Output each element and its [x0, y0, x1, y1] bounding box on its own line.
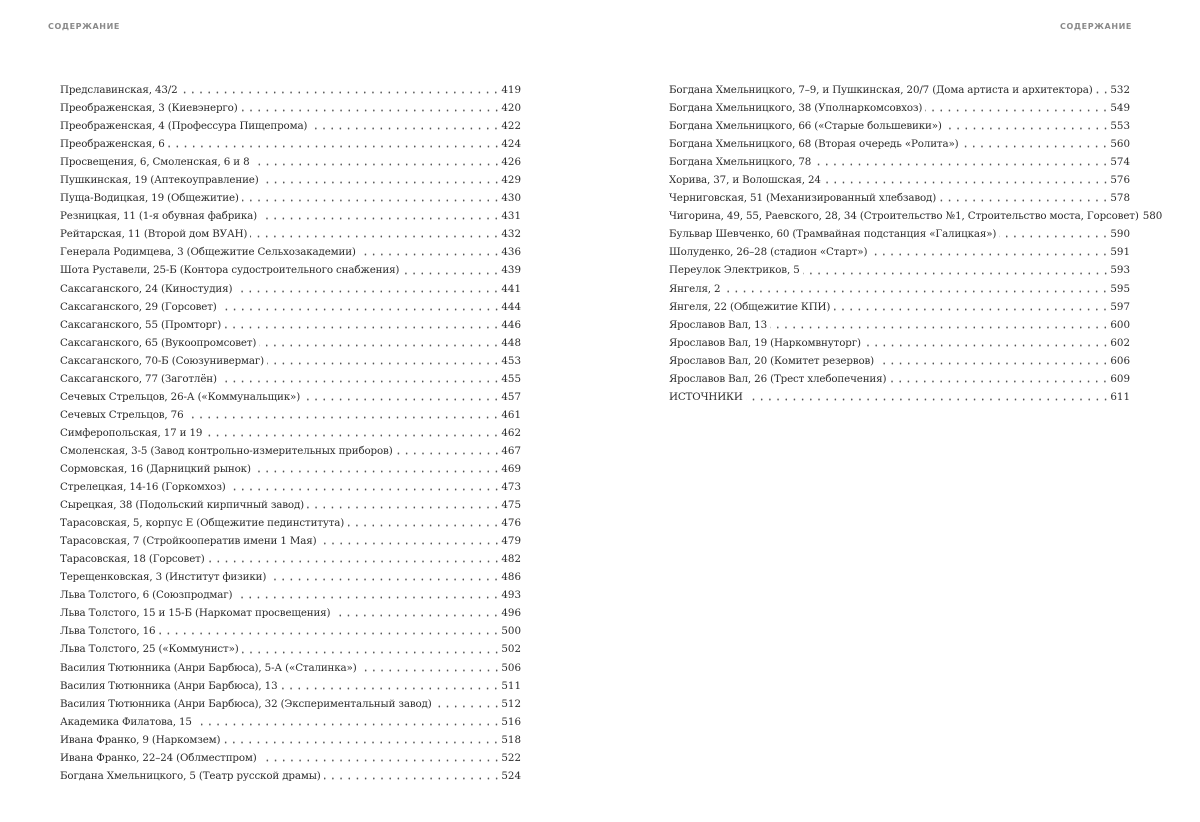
dot-leader — [235, 589, 500, 599]
toc-entry[interactable] — [60, 153, 521, 171]
toc-entry[interactable] — [669, 135, 1130, 153]
toc-entry-page-number: 475 — [501, 499, 521, 512]
toc-entry[interactable] — [60, 243, 521, 261]
toc-entry-title: Преображенская, 6 — [60, 138, 165, 151]
toc-entry-page-number: 461 — [501, 408, 521, 421]
dot-leader — [310, 120, 500, 130]
toc-entry[interactable] — [60, 659, 521, 677]
dot-leader — [242, 644, 501, 654]
toc-entry-title: Чигорина, 49, 55, Раевского, 28, 34 (Строительство №1, Строительство моста, Горсовет) — [669, 210, 1139, 223]
dot-leader — [347, 517, 500, 527]
toc-entry[interactable] — [60, 117, 521, 135]
dot-leader — [267, 355, 500, 365]
dot-leader — [939, 192, 1109, 202]
toc-entry-page-number: 591 — [1110, 246, 1130, 259]
toc-left-page — [60, 81, 521, 785]
dot-leader — [333, 607, 500, 617]
toc-entry-page-number: 595 — [1110, 282, 1130, 295]
toc-entry[interactable] — [60, 442, 521, 460]
toc-entry-title: Богдана Хмельницкого, 5 (Театр русской драмы) — [60, 769, 321, 782]
toc-entry-title: Пушкинская, 19 (Аптекоуправление) — [60, 174, 259, 187]
toc-entry-title: Саксаганского, 55 (Промторг) — [60, 318, 222, 331]
toc-entry-title: ИСТОЧНИКИ — [669, 390, 743, 403]
toc-entry-page-number: 486 — [501, 571, 521, 584]
toc-entry[interactable] — [60, 189, 521, 207]
toc-entry[interactable] — [60, 496, 521, 514]
toc-entry[interactable] — [669, 261, 1130, 279]
dot-leader — [223, 734, 500, 744]
toc-entry-page-number: 606 — [1110, 354, 1130, 367]
toc-entry-title: Тарасовская, 18 (Горсовет) — [60, 553, 205, 566]
toc-entry-title: Сечевых Стрельцов, 26-А («Коммунальщик») — [60, 390, 301, 403]
toc-entry-title: Ярославов Вал, 20 (Комитет резервов) — [669, 354, 875, 367]
toc-entry[interactable] — [60, 532, 521, 550]
toc-entry-title: Саксаганского, 65 (Вукоопромсовет) — [60, 336, 257, 349]
dot-leader — [833, 301, 1109, 311]
toc-entry-title: Василия Тютюнника (Анри Барбюса), 13 — [60, 679, 278, 692]
toc-entry-page-number: 516 — [501, 715, 521, 728]
toc-entry[interactable] — [669, 316, 1130, 334]
dot-leader — [320, 535, 501, 545]
toc-entry-title: Пуща-Водицкая, 19 (Общежитие) — [60, 192, 239, 205]
toc-entry-page-number: 448 — [501, 336, 521, 349]
dot-leader — [889, 373, 1109, 383]
toc-entry-title: Генерала Родимцева, 3 (Общежитие Сельхозакадемии) — [60, 246, 356, 259]
toc-entry[interactable] — [60, 478, 521, 496]
toc-entry[interactable] — [60, 767, 521, 785]
toc-entry-page-number: 574 — [1110, 156, 1130, 169]
toc-entry-page-number: 429 — [501, 174, 521, 187]
toc-entry-title: Тарасовская, 5, корпус Е (Общежитие пединститута) — [60, 517, 345, 530]
toc-entry[interactable] — [60, 334, 521, 352]
toc-entry-title: Резницкая, 11 (1-я обувная фабрика) — [60, 210, 258, 223]
toc-entry[interactable] — [669, 243, 1130, 261]
toc-entry[interactable] — [60, 586, 521, 604]
dot-leader — [260, 210, 500, 220]
toc-entry[interactable] — [60, 695, 521, 713]
toc-entry[interactable] — [669, 153, 1130, 171]
toc-entry[interactable] — [60, 514, 521, 532]
dot-leader — [220, 301, 501, 311]
toc-entry[interactable] — [669, 352, 1130, 370]
toc-entry[interactable] — [669, 117, 1130, 135]
dot-leader — [324, 770, 501, 780]
toc-entry-title: Рейтарская, 11 (Второй дом ВУАН) — [60, 228, 248, 241]
dot-leader — [360, 662, 501, 672]
dot-leader — [186, 409, 500, 419]
toc-entry-page-number: 597 — [1110, 300, 1130, 313]
toc-entry-title: Ивана Франко, 9 (Наркомзем) — [60, 733, 221, 746]
toc-entry-title: Преображенская, 4 (Профессура Пищепрома) — [60, 120, 308, 133]
toc-entry-title: Богдана Хмельницкого, 7–9, и Пушкинская, 20/7 (Дома артиста и архитектора) — [669, 84, 1093, 96]
toc-right-page — [669, 81, 1163, 406]
toc-entry-page-number: 518 — [501, 733, 521, 746]
toc-entry-title: Янгеля, 22 (Общежитие КПИ) — [669, 300, 831, 313]
dot-leader — [1096, 84, 1110, 94]
toc-entry-title: Просвещения, 6, Смоленская, 6 и 8 — [60, 156, 250, 169]
toc-entry-page-number: 462 — [501, 426, 521, 439]
toc-entry-title: Бульвар Шевченко, 60 (Трамвайная подстанция «Галицкая») — [669, 228, 997, 241]
dot-leader — [359, 246, 501, 256]
dot-leader — [259, 337, 500, 347]
toc-entry-page-number: 576 — [1110, 174, 1130, 187]
toc-entry[interactable] — [669, 388, 1130, 406]
dot-leader — [205, 427, 500, 437]
toc-entry[interactable] — [60, 99, 521, 117]
dot-leader — [402, 265, 500, 275]
toc-entry-title: Льва Толстого, 15 и 15-Б (Наркомат просвещения) — [60, 607, 331, 620]
toc-entry-title: Ярославов Вал, 13 — [669, 318, 767, 331]
toc-entry[interactable] — [60, 298, 521, 316]
dot-leader — [824, 174, 1110, 184]
toc-entry-title: Переулок Электриков, 5 — [669, 264, 800, 277]
toc-entry[interactable] — [60, 135, 521, 153]
dot-leader — [220, 373, 500, 383]
dot-leader — [870, 246, 1109, 256]
toc-entry-title: Саксаганского, 24 (Киностудия) — [60, 282, 233, 295]
toc-entry[interactable] — [60, 568, 521, 586]
dot-leader — [746, 391, 1110, 401]
toc-entry-title: Богдана Хмельницкого, 68 (Вторая очередь «Ролита») — [669, 138, 959, 151]
toc-entry[interactable] — [669, 225, 1130, 243]
toc-entry[interactable] — [60, 713, 521, 731]
dot-leader — [254, 463, 501, 473]
dot-leader — [235, 283, 500, 293]
toc-entry[interactable] — [669, 171, 1130, 189]
toc-entry-page-number: 593 — [1110, 264, 1130, 277]
dot-leader — [803, 265, 1110, 275]
toc-entry-page-number: 493 — [501, 589, 521, 602]
toc-entry-page-number: 436 — [501, 246, 521, 259]
dot-leader — [961, 138, 1109, 148]
toc-entry[interactable] — [60, 207, 521, 225]
toc-entry-title: Сечевых Стрельцов, 76 — [60, 408, 184, 421]
toc-entry-title: Терещенковская, 3 (Институт физики) — [60, 571, 267, 584]
toc-entry-page-number: 457 — [501, 390, 521, 403]
toc-entry-page-number: 500 — [501, 625, 521, 638]
dot-leader — [262, 174, 501, 184]
toc-entry-page-number: 419 — [501, 84, 521, 96]
toc-entry[interactable] — [60, 640, 521, 658]
toc-entry[interactable] — [60, 261, 521, 279]
toc-entry-title: Богдана Хмельницкого, 66 («Старые большевики») — [669, 120, 942, 133]
dot-leader — [864, 337, 1110, 347]
toc-entry-page-number: 560 — [1110, 138, 1130, 151]
toc-entry-title: Шота Руставели, 25-Б (Контора судостроительного снабжения) — [60, 264, 400, 277]
toc-entry[interactable] — [60, 406, 521, 424]
toc-entry[interactable] — [60, 731, 521, 749]
dot-leader — [999, 228, 1109, 238]
toc-entry-page-number: 426 — [501, 156, 521, 169]
toc-entry-page-number: 496 — [501, 607, 521, 620]
toc-entry[interactable] — [60, 604, 521, 622]
toc-entry-title: Богдана Хмельницкого, 78 — [669, 156, 812, 169]
toc-entry-page-number: 430 — [501, 192, 521, 205]
toc-entry-title: Черниговская, 51 (Механизированный хлебзавод) — [669, 192, 937, 205]
toc-entry-page-number: 431 — [501, 210, 521, 223]
toc-entry-title: Смоленская, 3-5 (Завод контрольно-измерительных приборов) — [60, 444, 393, 457]
toc-entry[interactable] — [669, 99, 1130, 117]
toc-entry-title: Тарасовская, 7 (Стройкооператив имени 1 Мая) — [60, 535, 317, 548]
dot-leader — [280, 680, 500, 690]
dot-leader — [770, 319, 1109, 329]
dot-leader — [158, 625, 500, 635]
toc-entry-page-number: 524 — [501, 769, 521, 782]
toc-entry-page-number: 469 — [501, 462, 521, 475]
toc-entry-page-number: 532 — [1110, 84, 1130, 96]
toc-entry[interactable] — [669, 334, 1130, 352]
toc-entry-title: Хорива, 37, и Волошская, 24 — [669, 174, 821, 187]
toc-entry-title: Льва Толстого, 25 («Коммунист») — [60, 643, 239, 656]
toc-entry-page-number: 453 — [501, 354, 521, 367]
toc-entry-page-number: 441 — [501, 282, 521, 295]
toc-entry-page-number: 473 — [501, 481, 521, 494]
dot-leader — [307, 499, 500, 509]
dot-leader — [242, 192, 501, 202]
toc-entry-page-number: 467 — [501, 444, 521, 457]
dot-leader — [180, 84, 500, 94]
toc-entry-page-number: 609 — [1110, 372, 1130, 385]
toc-entry-title: Преображенская, 3 (Киевэнерго) — [60, 102, 238, 115]
toc-entry-title: Ярославов Вал, 19 (Наркомвнуторг) — [669, 336, 861, 349]
toc-entry-page-number: 444 — [501, 300, 521, 313]
toc-entry-page-number: 455 — [501, 372, 521, 385]
dot-leader — [253, 156, 501, 166]
toc-entry-title: Льва Толстого, 16 — [60, 625, 156, 638]
toc-entry-page-number: 482 — [501, 553, 521, 566]
toc-entry[interactable] — [60, 352, 521, 370]
toc-entry[interactable] — [60, 460, 521, 478]
toc-entry-page-number: 512 — [501, 697, 521, 710]
toc-entry-page-number: 446 — [501, 318, 521, 331]
toc-entry-page-number: 600 — [1110, 318, 1130, 331]
toc-entry-title: Симферопольская, 17 и 19 — [60, 426, 203, 439]
toc-entry-page-number: 611 — [1110, 390, 1130, 403]
toc-entry-page-number: 511 — [501, 679, 521, 692]
toc-entry-title: Льва Толстого, 6 (Союзпродмаг) — [60, 589, 233, 602]
toc-entry-page-number: 522 — [501, 751, 521, 764]
toc-entry-title: Стрелецкая, 14-16 (Горкомхоз) — [60, 481, 226, 494]
toc-entry-title: Сырецкая, 38 (Подольский кирпичный завод) — [60, 499, 305, 512]
toc-entry[interactable] — [60, 622, 521, 640]
dot-leader — [229, 481, 501, 491]
toc-entry-page-number: 590 — [1110, 228, 1130, 241]
toc-entry-title: Ярославов Вал, 26 (Трест хлебопечения) — [669, 372, 887, 385]
toc-entry[interactable] — [60, 280, 521, 298]
toc-entry-page-number: 424 — [501, 138, 521, 151]
toc-entry-page-number: 479 — [501, 535, 521, 548]
toc-entry[interactable] — [60, 370, 521, 388]
dot-leader — [303, 391, 500, 401]
toc-entry-title: Василия Тютюнника (Анри Барбюса), 32 (Экспериментальный завод) — [60, 697, 432, 710]
toc-entry-title: Ивана Франко, 22–24 (Облместпром) — [60, 751, 257, 764]
toc-entry[interactable] — [60, 171, 521, 189]
dot-leader — [250, 228, 500, 238]
toc-entry-title: Саксаганского, 70-Б (Союзунивермаг) — [60, 354, 264, 367]
dot-leader — [435, 698, 501, 708]
toc-entry-title: Шолуденко, 26–28 (стадион «Старт») — [669, 246, 868, 259]
toc-entry-title: Богдана Хмельницкого, 38 (Уполнаркомсовхоз) — [669, 102, 923, 115]
running-head-right: СОДЕРЖАНИЕ — [1060, 22, 1132, 31]
toc-entry[interactable] — [60, 81, 521, 99]
toc-entry-page-number: 578 — [1110, 192, 1130, 205]
dot-leader — [168, 138, 501, 148]
toc-entry-page-number: 422 — [501, 120, 521, 133]
dot-leader — [269, 571, 500, 581]
toc-entry-page-number: 420 — [501, 102, 521, 115]
toc-entry[interactable] — [60, 225, 521, 243]
toc-entry-page-number: 549 — [1110, 102, 1130, 115]
toc-entry[interactable] — [669, 370, 1130, 388]
dot-leader — [877, 355, 1109, 365]
toc-entry-title: Предславинская, 43/2 — [60, 84, 178, 96]
toc-entry[interactable] — [60, 550, 521, 568]
dot-leader — [195, 716, 501, 726]
toc-entry-page-number: 432 — [501, 228, 521, 241]
dot-leader — [208, 553, 501, 563]
toc-entry[interactable] — [669, 207, 1163, 225]
dot-leader — [723, 283, 1109, 293]
dot-leader — [925, 102, 1109, 112]
toc-entry[interactable] — [669, 280, 1130, 298]
toc-entry-page-number: 580 — [1142, 210, 1163, 223]
toc-entry[interactable] — [669, 298, 1130, 316]
toc-entry-page-number: 439 — [501, 264, 521, 277]
toc-entry[interactable] — [60, 424, 521, 442]
dot-leader — [945, 120, 1110, 130]
toc-entry[interactable] — [669, 81, 1130, 99]
dot-leader — [396, 445, 501, 455]
toc-entry-page-number: 602 — [1110, 336, 1130, 349]
toc-entry-page-number: 553 — [1110, 120, 1130, 133]
running-head-left: СОДЕРЖАНИЕ — [48, 22, 120, 31]
toc-entry-page-number: 502 — [501, 643, 521, 656]
toc-entry-title: Академика Филатова, 15 — [60, 715, 192, 728]
toc-entry-page-number: 476 — [501, 517, 521, 530]
toc-entry[interactable] — [60, 749, 521, 767]
dot-leader — [241, 102, 501, 112]
dot-leader — [224, 319, 500, 329]
toc-entry[interactable] — [60, 316, 521, 334]
toc-entry-title: Саксаганского, 29 (Горсовет) — [60, 300, 217, 313]
toc-entry[interactable] — [60, 388, 521, 406]
toc-entry-title: Саксаганского, 77 (Заготлён) — [60, 372, 217, 385]
toc-entry[interactable] — [60, 677, 521, 695]
toc-entry-title: Янгеля, 2 — [669, 282, 721, 295]
toc-entry-title: Сормовская, 16 (Дарницкий рынок) — [60, 462, 251, 475]
toc-entry[interactable] — [669, 189, 1130, 207]
dot-leader — [814, 156, 1109, 166]
toc-entry-title: Василия Тютюнника (Анри Барбюса), 5-А («Сталинка») — [60, 661, 357, 674]
toc-entry-page-number: 506 — [501, 661, 521, 674]
dot-leader — [260, 752, 501, 762]
